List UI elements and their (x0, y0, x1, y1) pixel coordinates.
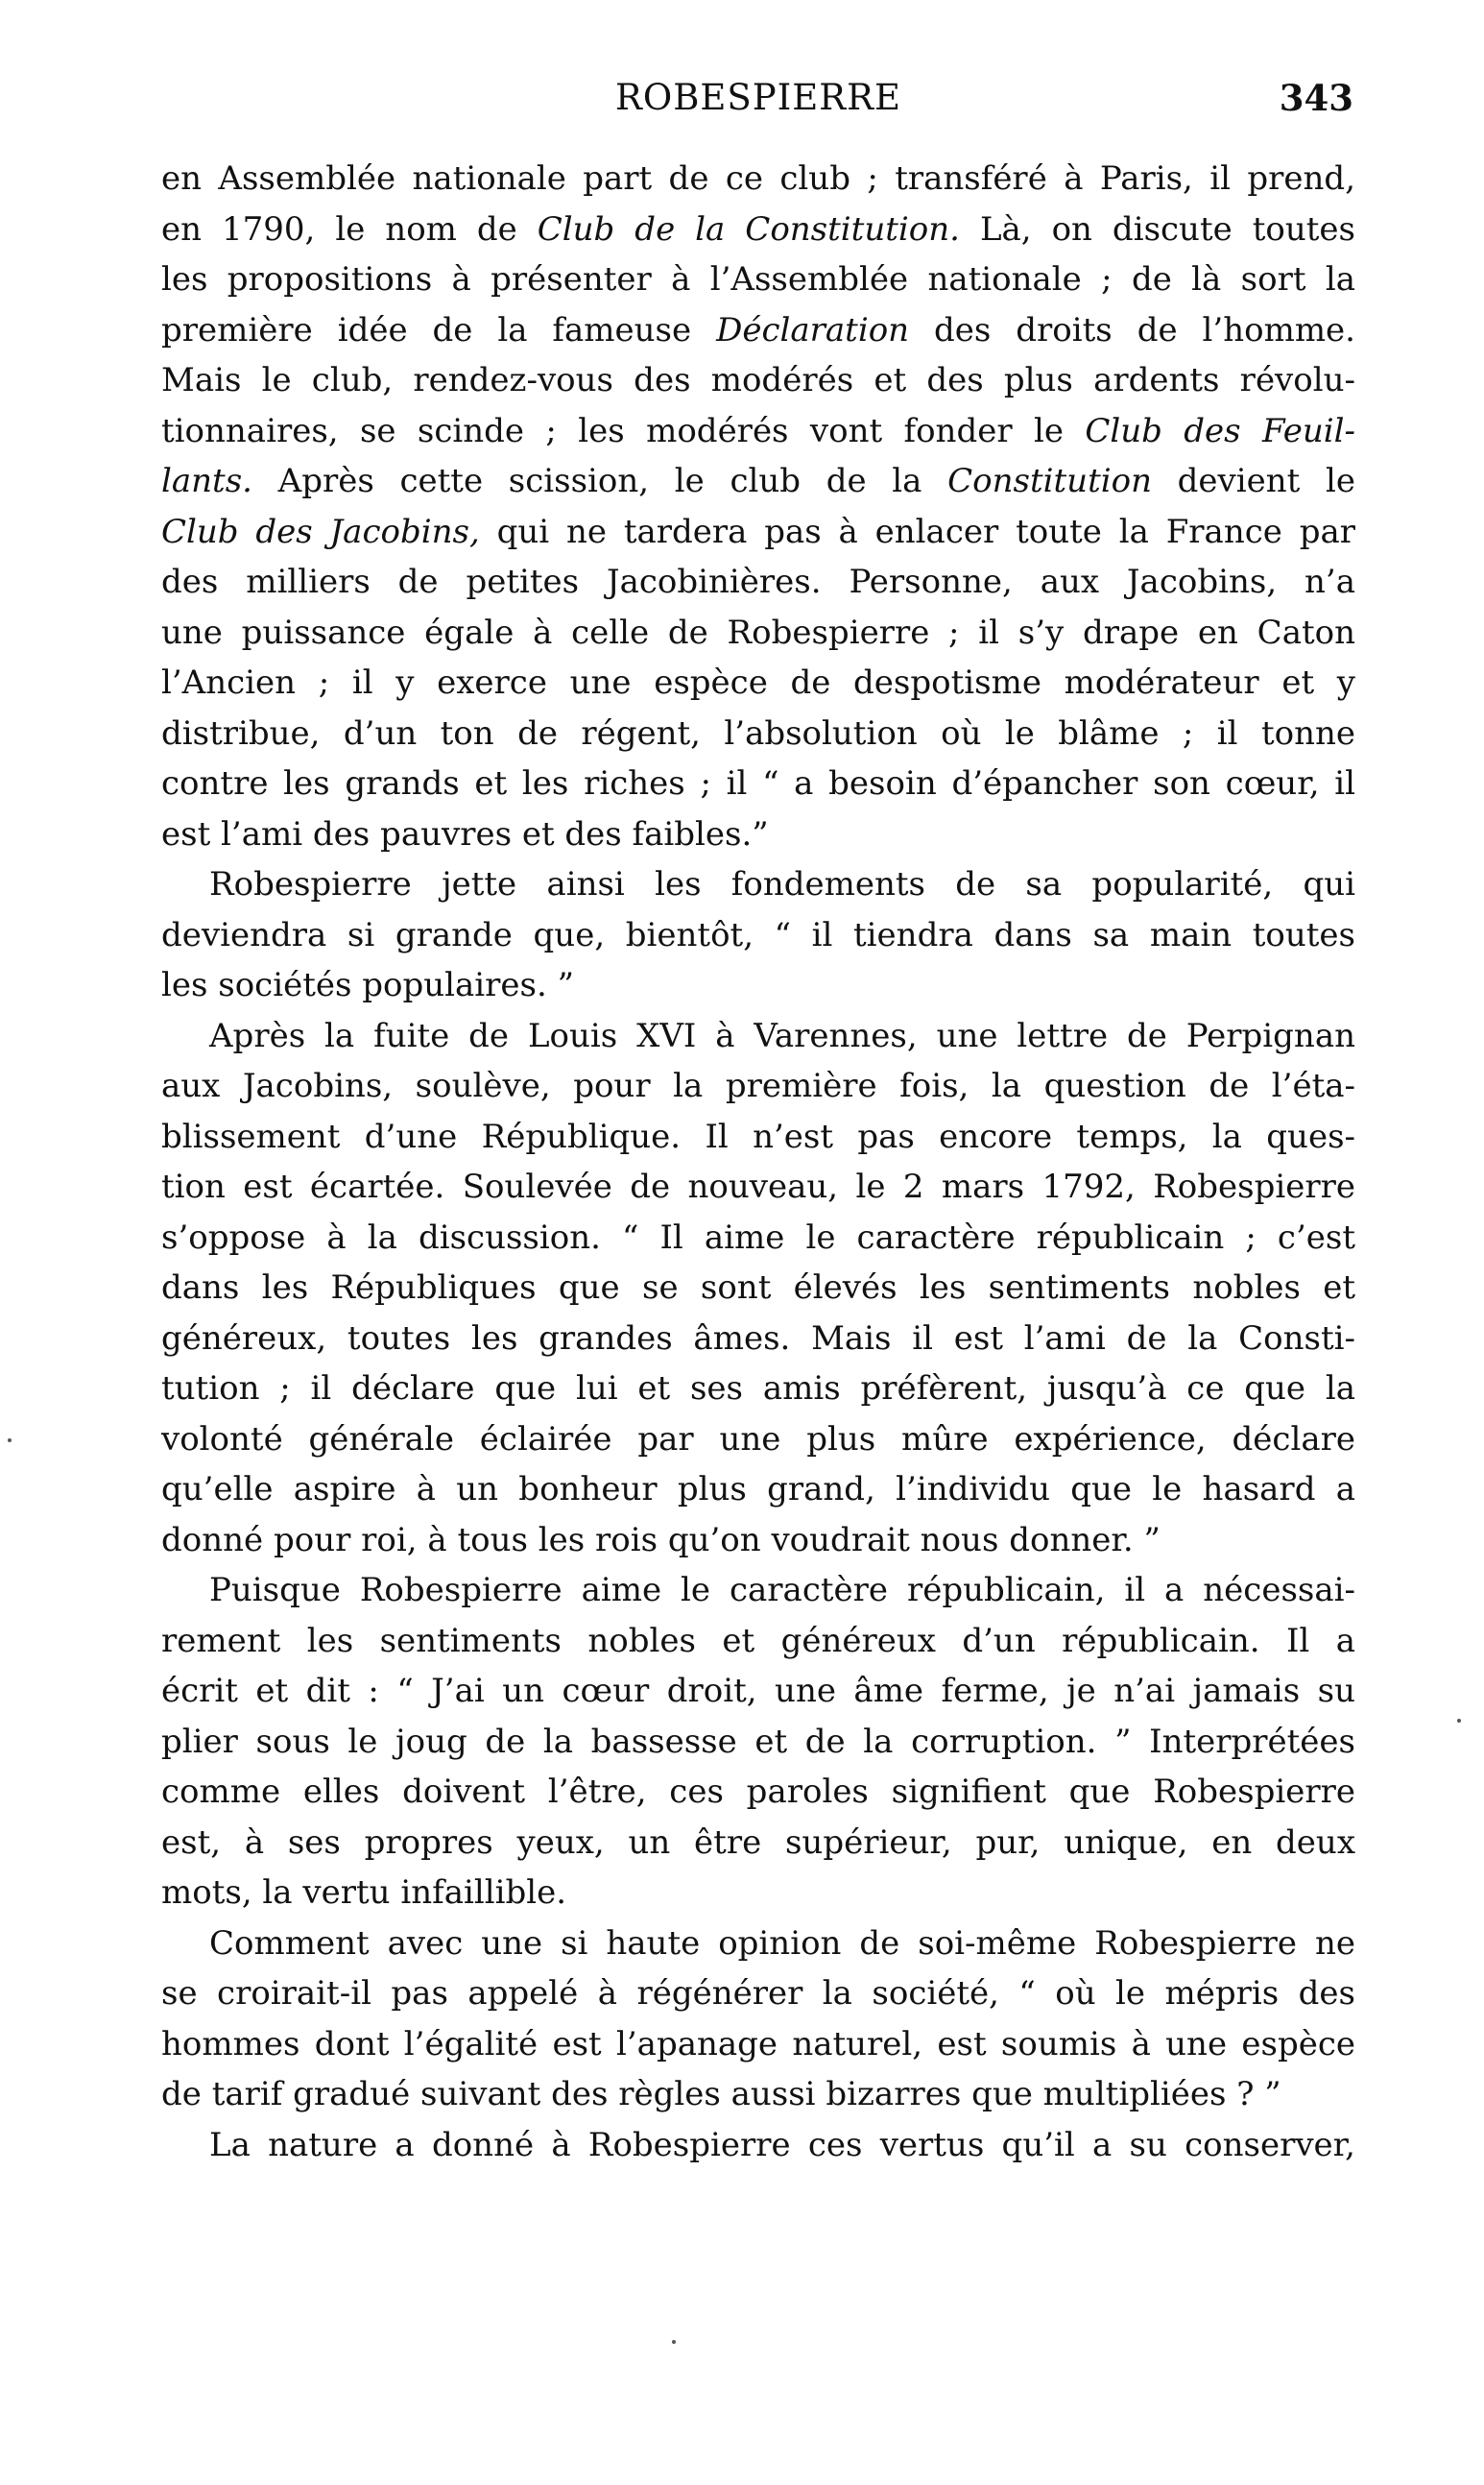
italic-title: Club des Feuil- (1085, 411, 1355, 450)
text-line: est l’ami des pauvres et des faibles.” (161, 814, 769, 854)
text-line: Comment avec une si haute opinion de soi-même Robespierre ne (209, 1923, 1355, 1963)
text-line: en Assemblée nationale part de ce club ; transféré à Paris, il prend, (161, 159, 1355, 198)
paragraph-continued (161, 2120, 1355, 2171)
text-line: les sociétés populaires. ” (161, 966, 574, 1004)
print-speck (8, 1438, 12, 1442)
paragraph (161, 154, 1355, 859)
text-line: de tarif gradué suivant des règles aussi bizarres que multipliées ? ” (161, 2075, 1281, 2113)
text-line: lants. Après cette scission, le club de la Constitution devient le (161, 462, 1356, 500)
text-line: les propositions à présenter à l’Assemblée nationale ; de là sort la (161, 260, 1355, 299)
page-number: 343 (1279, 77, 1353, 119)
text-line: aux Jacobins, soulève, pour la première fois, la question de l’éta- (161, 1067, 1355, 1105)
text-line: généreux, toutes les grandes âmes. Mais il est l’ami de la Consti- (161, 1318, 1355, 1358)
italic-title: Club des Jacobins, (161, 512, 480, 551)
text-line: tion est écartée. Soulevée de nouveau, le 2 mars 1792, Robespierre (161, 1168, 1355, 1206)
text-line: se croirait-il pas appelé à régénérer la société, “ où le mépris des (161, 1974, 1355, 2013)
text-line: Robespierre jette ainsi les fondements de sa popularité, qui (209, 865, 1355, 904)
text-line: distribue, d’un ton de régent, l’absolution où le blâme ; il tonne (161, 713, 1355, 753)
italic-title: Constitution (947, 462, 1152, 500)
text-line: dans les Républiques que se sont élevés les sentiments nobles et (161, 1268, 1355, 1307)
text-line: écrit et dit : “ J’ai un cœur droit, une âme ferme, je n’ai jamais su (161, 1672, 1355, 1710)
print-speck (672, 2340, 676, 2344)
print-speck (1457, 1719, 1461, 1723)
text-line: deviendra si grande que, bientôt, “ il tiendra dans sa main toutes (161, 915, 1355, 954)
text-line: tionnaires, se scinde ; les modérés vont fonder le Club des Feuil- (161, 411, 1355, 450)
text-line: tution ; il déclare que lui et ses amis préfèrent, jusqu’à ce que la (161, 1369, 1355, 1408)
text-line: qu’elle aspire à un bonheur plus grand, l’individu que le hasard a (161, 1470, 1355, 1508)
text-line: des milliers de petites Jacobinières. Personne, aux Jacobins, n’a (161, 563, 1355, 601)
text-line: comme elles doivent l’être, ces paroles signifient que Robespierre (161, 1773, 1355, 1811)
italic-title: Déclaration (716, 310, 910, 350)
paragraph (161, 1011, 1355, 1566)
text-line: en 1790, le nom de Club de la Constitution. Là, on discute toutes (161, 209, 1355, 249)
text-line: mots, la vertu infaillible. (161, 1873, 567, 1912)
text-line: s’oppose à la discussion. “ Il aime le caractère républicain ; c’est (161, 1218, 1355, 1257)
text-line: contre les grands et les riches ; il “ a besoin d’épancher son cœur, il (161, 764, 1355, 803)
text-line: plier sous le joug de la bassesse et de la corruption. ” Interprétées (161, 1722, 1355, 1761)
text-line: blissement d’une République. Il n’est pas encore temps, la ques- (161, 1117, 1355, 1156)
text-line: La nature a donné à Robespierre ces vertus qu’il a su conserver, (209, 2125, 1355, 2164)
text-line: Puisque Robespierre aime le caractère républicain, il a nécessai- (209, 1571, 1355, 1609)
paragraph (161, 859, 1355, 1011)
text-line: Club des Jacobins, qui ne tardera pas à enlacer toute la France par (161, 512, 1355, 551)
italic-title: lants. (161, 462, 252, 500)
body-text (161, 154, 1355, 2170)
italic-title: Club de la Constitution. (537, 209, 960, 249)
text-line: rement les sentiments nobles et généreux d’un républicain. Il a (161, 1621, 1355, 1660)
running-head (163, 69, 1353, 127)
paragraph (161, 1565, 1355, 1918)
text-line: Mais le club, rendez-vous des modérés et des plus ardents révolu- (161, 361, 1355, 399)
text-line: hommes dont l’égalité est l’apanage naturel, est soumis à une espèce (161, 2024, 1355, 2063)
text-line: est, à ses propres yeux, un être supérieur, pur, unique, en deux (161, 1822, 1355, 1862)
text-line: l’Ancien ; il y exerce une espèce de despotisme modérateur et y (161, 663, 1355, 702)
running-title: ROBESPIERRE (615, 77, 901, 118)
text-line: donné pour roi, à tous les rois qu’on voudrait nous donner. ” (161, 1520, 1161, 1559)
text-line: Après la fuite de Louis XVI à Varennes, une lettre de Perpignan (209, 1016, 1355, 1055)
text-line: une puissance égale à celle de Robespierre ; il s’y drape en Caton (161, 613, 1355, 652)
text-line: volonté générale éclairée par une plus mûre expérience, déclare (161, 1419, 1355, 1459)
text-line: première idée de la fameuse Déclaration des droits de l’homme. (161, 310, 1355, 350)
paragraph (161, 1918, 1355, 2120)
